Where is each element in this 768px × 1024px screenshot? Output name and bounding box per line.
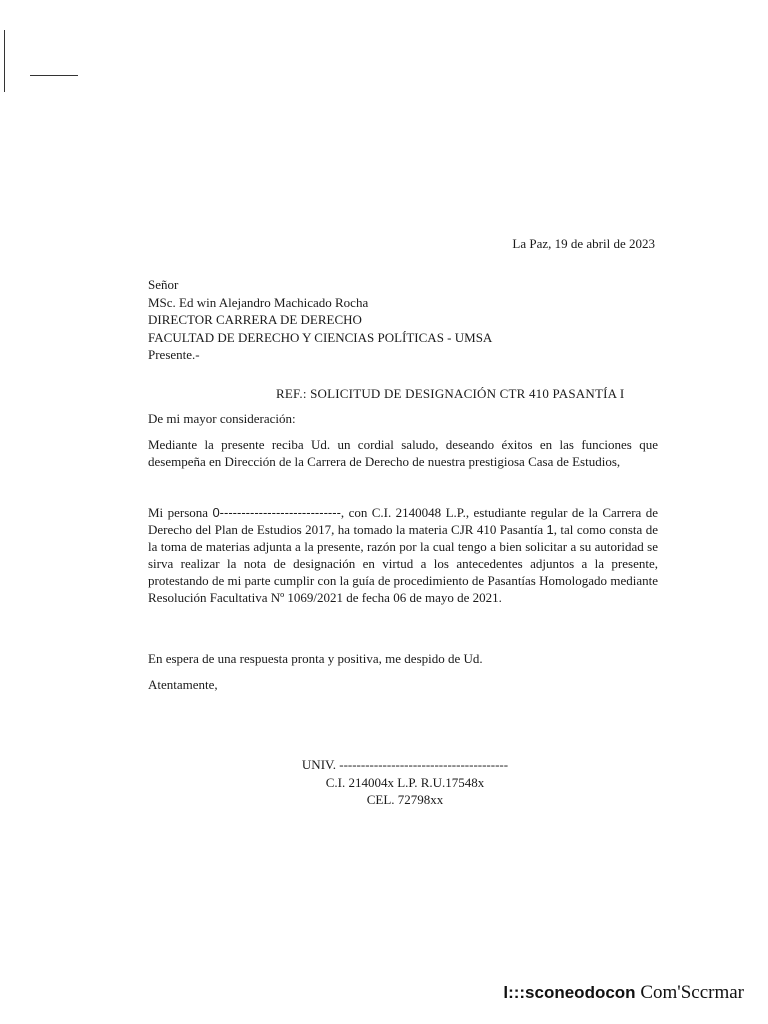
signature-ci: C.I. 214004x L.P. R.U.17548x [325, 774, 485, 790]
signature-cel: CEL. 72798xx [366, 792, 444, 807]
paragraph-closing: En espera de una respuesta pronta y positiva, me despido de Ud. [148, 651, 483, 666]
recipient-presente: Presente.- [148, 347, 200, 362]
signature-line: UNIV. --------------------------------------- [301, 757, 509, 772]
recipient-salutation: Señor [148, 277, 179, 292]
crop-mark-vertical [4, 30, 5, 92]
recipient-block [148, 276, 492, 364]
signature-block [280, 756, 530, 809]
paragraph-request [148, 504, 658, 606]
request-rest: , tal como consta de la toma de materias adjunta a la presente, razón por la cual tengo a bien solicitar a su autoridad se sirva realizar la nota de designación en virtud a los antecedentes adjuntos a la presente, protestando de mi parte cumplir con la guía de procedimiento de Pasantías Homologado mediante Resolución Facultativa Nº 1069/2021 de fecha 06 de mayo de 2021. [148, 522, 658, 605]
request-start: Mi persona [148, 505, 213, 520]
student-name-blank: 0---------------------------- [212, 505, 341, 520]
crop-mark-horizontal [30, 75, 78, 76]
recipient-title: DIRECTOR CARRERA DE DERECHO [148, 312, 362, 327]
watermark-part-1: l:::sconeodocon [503, 983, 636, 1002]
date-line: La Paz, 19 de abril de 2023 [512, 236, 655, 251]
reference-line: REF.: SOLICITUD DE DESIGNACIÓN CTR 410 PASANTÍA I [276, 386, 625, 401]
recipient-name: MSc. Ed win Alejandro Machicado Rocha [148, 294, 369, 310]
recipient-faculty: FACULTAD DE DERECHO Y CIENCIAS POLÍTICAS - UMSA [148, 329, 493, 345]
pasantia-level: 1 [546, 522, 554, 537]
closing: Atentamente, [148, 677, 218, 692]
greeting: De mi mayor consideración: [148, 411, 296, 426]
watermark-part-2: Com'Sccrmar [640, 982, 744, 1003]
request-after-name: , con C.I. 2140048 L.P., estudiante regular de la Carrera de Derecho del Plan de Estudios 2017, ha tomado la materia CJR 410 Pasantía [148, 505, 659, 537]
paragraph-intro: Mediante la presente reciba Ud. un cordial saludo, deseando éxitos en las funciones que desempeña en Dirección de la Carrera de Derecho de nuestra prestigiosa Casa de Estudios, [148, 437, 658, 469]
scanner-watermark [503, 982, 744, 1004]
